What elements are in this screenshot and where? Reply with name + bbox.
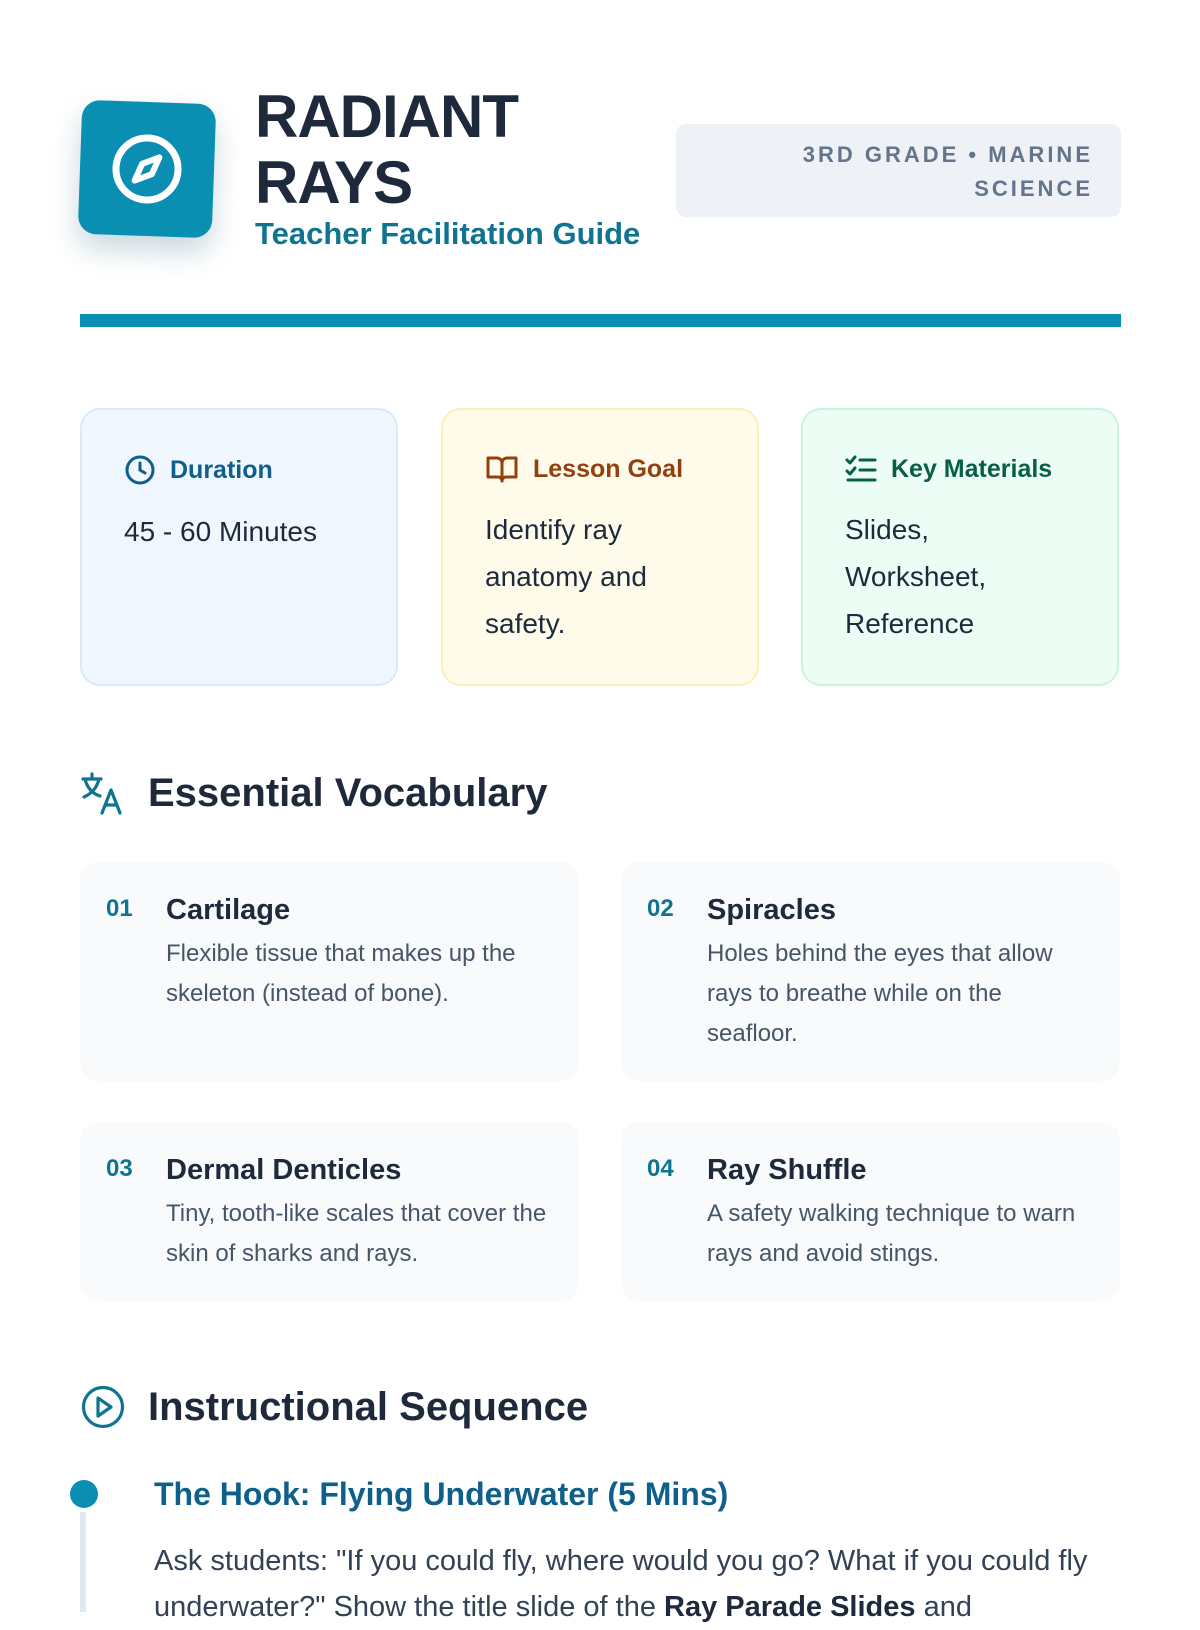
grade-badge-line2: SCIENCE <box>974 176 1093 201</box>
vocab-number: 01 <box>106 895 133 922</box>
vocab-definition: Flexible tissue that makes up the skeleton (instead of bone). <box>166 940 516 1007</box>
book-open-icon <box>485 454 519 484</box>
clock-icon <box>124 454 156 486</box>
vocab-number: 04 <box>647 1155 674 1182</box>
vocab-definition: A safety walking technique to warn rays and avoid stings. <box>707 1200 1076 1267</box>
vocab-number: 02 <box>647 895 674 922</box>
page-title: RADIANT RAYS <box>255 83 518 216</box>
step-body-bold: Ray Parade Slides <box>664 1591 916 1623</box>
lesson-goal-value: Identify ray anatomy and safety. <box>485 514 647 639</box>
step-body-text: Ask students: "If you could fly, where would you go? What if you could fly underwater?" Show the title slide of the <box>154 1545 1088 1623</box>
key-materials-value: Slides, Worksheet, Reference <box>845 514 987 639</box>
vocab-content <box>707 1152 1096 1281</box>
vocabulary-heading <box>80 770 547 816</box>
vocab-definition: Holes behind the eyes that allow rays to breathe while on the seafloor. <box>707 940 1053 1047</box>
duration-card-heading <box>124 454 354 486</box>
vocab-card-spiracles <box>621 862 1120 1081</box>
vocab-content <box>166 892 555 1061</box>
duration-card <box>80 408 398 686</box>
compass-logo <box>78 100 217 239</box>
grade-badge <box>676 124 1121 217</box>
checklist-icon <box>845 454 877 484</box>
duration-value: 45 - 60 Minutes <box>124 516 317 547</box>
play-circle-icon <box>80 1384 126 1430</box>
vocab-content <box>166 1152 555 1281</box>
lesson-goal-label: Lesson Goal <box>533 454 684 483</box>
duration-label: Duration <box>170 455 273 484</box>
vocab-term: Cartilage <box>166 894 291 926</box>
step-body-end: and <box>915 1591 972 1623</box>
grade-badge-line1: 3RD GRADE • MARINE <box>802 142 1093 167</box>
header-divider <box>80 314 1121 327</box>
vocab-card-cartilage <box>80 862 579 1081</box>
vocab-card-dermal-denticles <box>80 1122 579 1301</box>
sequence-title: Instructional Sequence <box>148 1384 589 1429</box>
lesson-goal-card <box>441 408 759 686</box>
vocab-term: Spiracles <box>707 894 836 926</box>
vocab-term: Ray Shuffle <box>707 1154 867 1186</box>
timeline-dot <box>70 1480 98 1508</box>
vocab-number: 03 <box>106 1155 133 1182</box>
sequence-heading <box>80 1384 588 1430</box>
vocab-term: Dermal Denticles <box>166 1154 402 1186</box>
compass-icon <box>108 130 187 209</box>
vocabulary-title: Essential Vocabulary <box>148 770 548 815</box>
key-materials-card <box>801 408 1119 686</box>
translate-icon <box>80 770 126 816</box>
timeline-line <box>80 1512 86 1612</box>
page-subtitle: Teacher Facilitation Guide <box>255 216 641 251</box>
vocab-card-ray-shuffle <box>621 1122 1120 1301</box>
vocab-definition: Tiny, tooth-like scales that cover the skin of sharks and rays. <box>166 1200 547 1267</box>
vocab-content <box>707 892 1096 1061</box>
step-body <box>154 1538 1114 1630</box>
key-materials-label: Key Materials <box>891 454 1053 483</box>
key-materials-card-heading <box>845 454 1075 484</box>
lesson-goal-card-heading <box>485 454 715 484</box>
step-title: The Hook: Flying Underwater (5 Mins) <box>154 1476 729 1512</box>
